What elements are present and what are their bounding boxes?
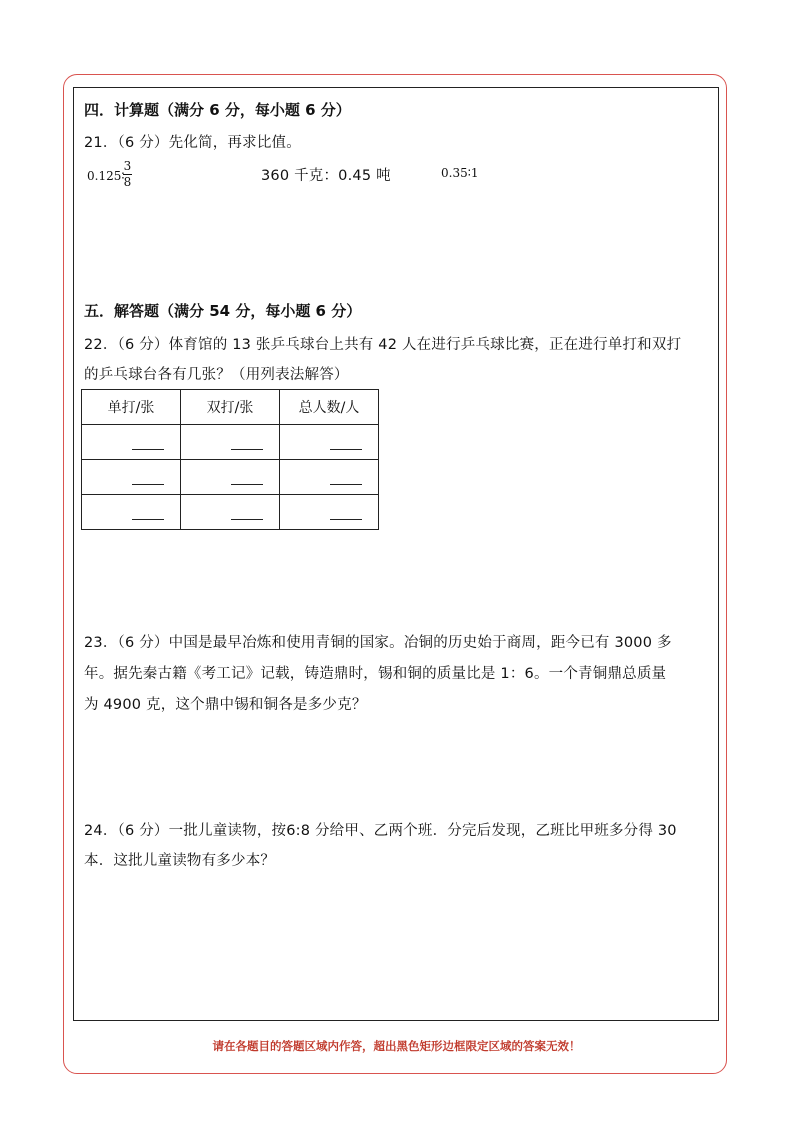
answer-blank-line — [132, 519, 164, 520]
table-cell[interactable] — [82, 425, 181, 460]
question-23-line-3: 为 4900 克，这个鼎中锡和铜各是多少克？ — [84, 697, 367, 713]
question-21-text: 21．（6 分）先化简，再求比值。 — [84, 135, 301, 151]
fraction-denominator: 8 — [123, 175, 132, 189]
answer-blank-line — [330, 484, 362, 485]
table-row — [82, 425, 379, 460]
section-5-title: 五．解答题（满分 54 分，每小题 6 分） — [84, 302, 362, 320]
fraction-numerator: 3 — [123, 159, 132, 173]
table-cell[interactable] — [280, 460, 379, 495]
q21-fraction — [123, 160, 132, 189]
table-cell[interactable] — [181, 495, 280, 530]
section-4-title: 四．计算题（满分 6 分，每小题 6 分） — [84, 101, 351, 119]
answer-area-warning-note: 请在各题目的答题区域内作答，超出黑色矩形边框限定区域的答案无效！ — [212, 1039, 581, 1053]
table-header-singles: 单打/张 — [82, 390, 181, 425]
table-header-total-people: 总人数/人 — [280, 390, 379, 425]
table-cell[interactable] — [82, 495, 181, 530]
table-cell[interactable] — [82, 460, 181, 495]
question-23-line-2: 年。据先秦古籍《考工记》记载，铸造鼎时，锡和铜的质量比是 1：6。一个青铜鼎总质量 — [84, 666, 667, 682]
table-header-row — [82, 390, 379, 425]
q22-answer-table — [81, 389, 379, 530]
answer-blank-line — [231, 519, 263, 520]
table-header-doubles: 双打/张 — [181, 390, 280, 425]
q21-expression-2: 360 千克：0.45 吨 — [261, 168, 391, 184]
answer-blank-line — [330, 449, 362, 450]
table-row — [82, 495, 379, 530]
question-23-line-1: 23．（6 分）中国是最早冶炼和使用青铜的国家。冶铜的历史始于商周，距今已有 3000 多 — [84, 635, 672, 651]
question-22-line-2: 的乒乓球台各有几张？（用列表法解答） — [84, 367, 349, 383]
table-cell[interactable] — [181, 425, 280, 460]
table-row — [82, 460, 379, 495]
question-24-line-2: 本．这批儿童读物有多少本？ — [84, 853, 276, 869]
question-22-line-1: 22．（6 分）体育馆的 13 张乒乓球台上共有 42 人在进行乒乓球比赛，正在进行单打和双打 — [84, 337, 682, 353]
q21-expression-1-prefix: 0.125∶ — [87, 169, 125, 183]
answer-blank-line — [330, 519, 362, 520]
answer-blank-line — [132, 484, 164, 485]
table-cell[interactable] — [181, 460, 280, 495]
table-cell[interactable] — [280, 495, 379, 530]
answer-blank-line — [132, 449, 164, 450]
answer-area-box — [73, 87, 719, 1021]
question-24-line-1: 24．（6 分）一批儿童读物，按6:8 分给甲、乙两个班．分完后发现，乙班比甲班多分得 30 — [84, 823, 677, 839]
answer-blank-line — [231, 484, 263, 485]
answer-blank-line — [231, 449, 263, 450]
q21-expression-3: 0.35∶1 — [441, 166, 479, 180]
table-cell[interactable] — [280, 425, 379, 460]
